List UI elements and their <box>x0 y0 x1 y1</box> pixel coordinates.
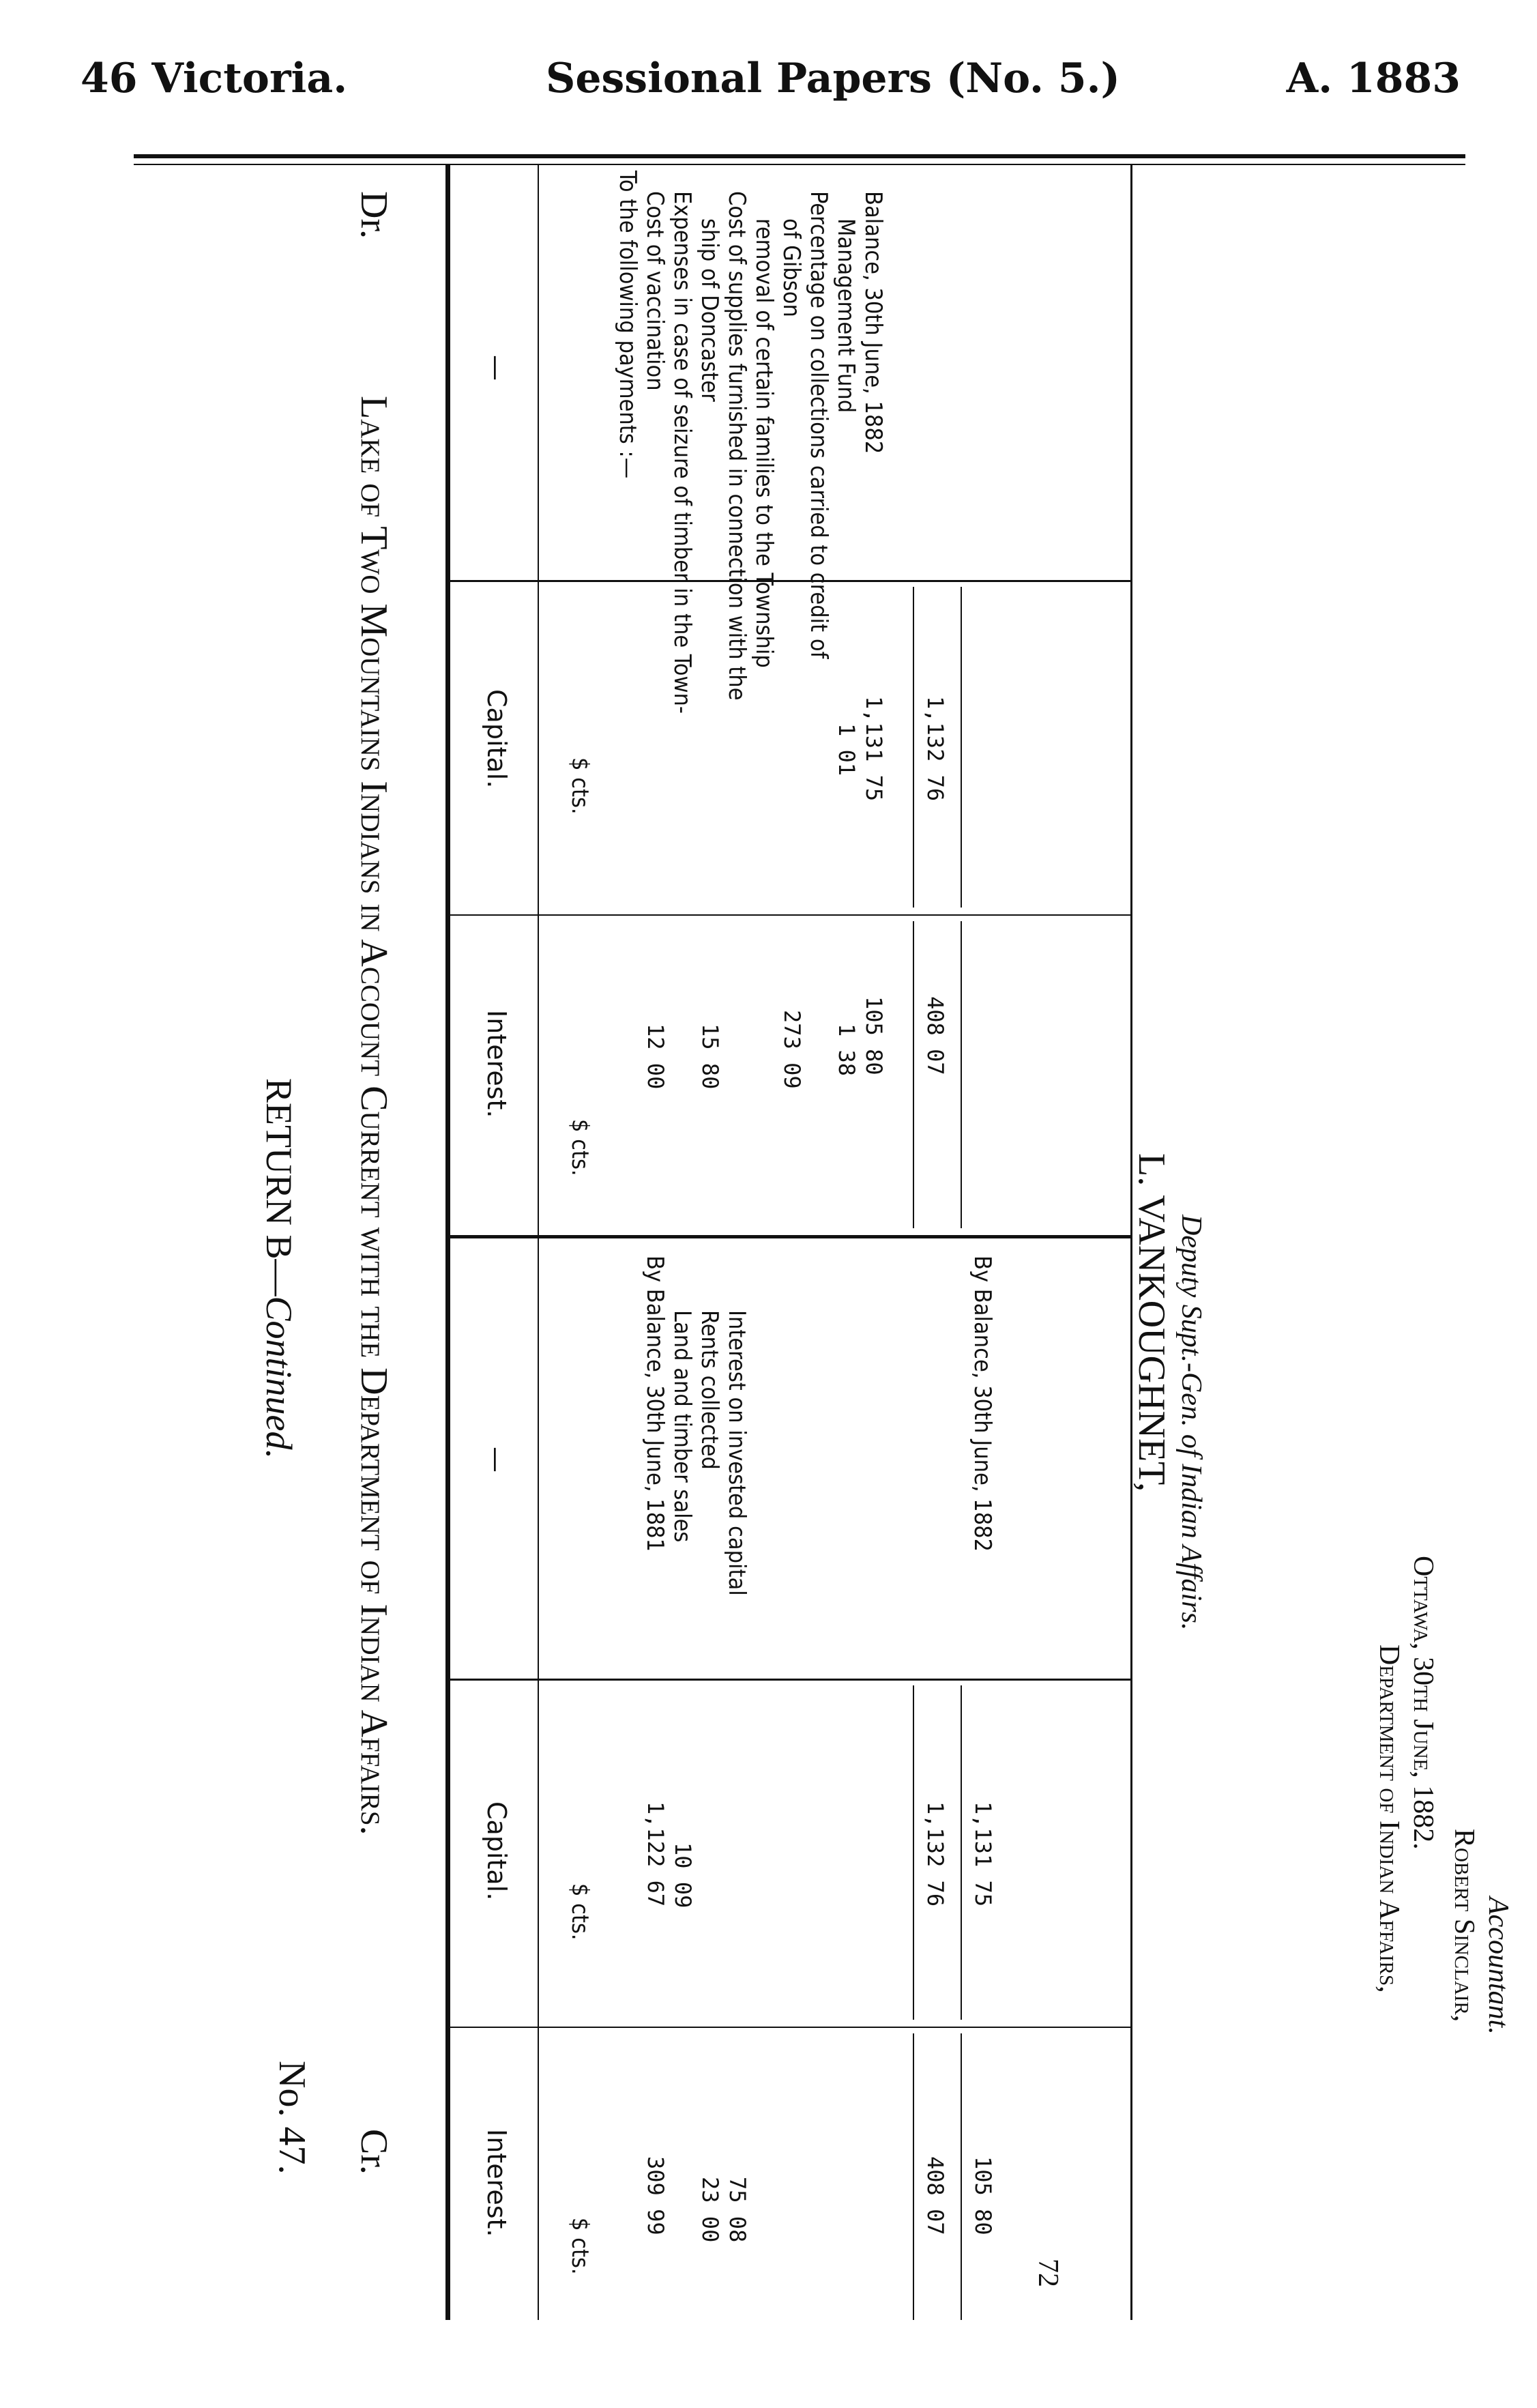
credit-row-1-interest: 309 99 <box>643 2156 669 2235</box>
col-dr-capital-left <box>450 580 1132 582</box>
col-cr-interest-left <box>450 2027 1132 2028</box>
debit-row-2-label: Expenses in case of seizure of timber in the Town- <box>669 191 696 714</box>
debit-intro: To the following payments :— <box>614 171 641 479</box>
credit-balance-label: By Balance, 30th June, 1882 <box>969 1256 996 1552</box>
header-session: 46 Victoria. <box>80 55 348 102</box>
dr-interest-header: Interest. <box>482 1010 512 1118</box>
debit-row-3-interest: 15 80 <box>697 1024 723 1090</box>
footer-accountant-title: Accountant. <box>1482 1897 1514 2035</box>
credit-row-4-label: Interest on invested capital <box>723 1310 750 1596</box>
debit-row-9-capital: 1,131 75 <box>861 696 887 802</box>
debit-total-capital: 1,132 76 <box>922 696 948 802</box>
return-title-main: RETURN B— <box>259 1078 299 1296</box>
credit-row-2-label: Land and timber sales <box>669 1310 696 1543</box>
dr-blank-header: — <box>482 355 512 381</box>
table-top-rule <box>445 164 450 2320</box>
number-label: No. 47. <box>271 2061 313 2175</box>
debit-row-9-interest: 105 80 <box>861 996 887 1075</box>
credit-total-interest: 408 07 <box>922 2156 948 2235</box>
debit-row-5-label: removal of certain families to the Township <box>750 218 778 668</box>
credit-balance-interest: 105 80 <box>970 2156 996 2235</box>
debit-row-3-label: ship of Doncaster <box>696 218 723 402</box>
credit-row-1-label: By Balance, 30th June, 1881 <box>641 1256 669 1552</box>
header-rule-thick <box>134 154 1465 158</box>
credit-interest-sum-rule <box>913 2033 914 2320</box>
credit-row-1-capital: 1,122 67 <box>643 1801 669 1907</box>
cr-blank-header: — <box>482 1447 512 1473</box>
return-title <box>258 1078 300 1459</box>
header-year: A. 1883 <box>1286 55 1461 102</box>
dr-interest-unit: $ cts. <box>566 1119 594 1176</box>
debit-row-8-capital: 1 01 <box>834 723 860 777</box>
debit-row-8-label: Management Fund <box>832 218 860 414</box>
col-dr-interest-left <box>450 914 1132 916</box>
debit-capital-total-rule <box>961 587 962 908</box>
debit-row-6-label: of Gibson <box>778 218 805 317</box>
credit-row-4-interest: 75 08 <box>724 2177 750 2243</box>
table-header-rule <box>538 164 539 2320</box>
debit-row-1-label: Cost of vaccination <box>641 191 669 391</box>
signature-name: L. VANKOUGHNET, <box>1130 1153 1173 1492</box>
dr-capital-unit: $ cts. <box>566 757 594 815</box>
debit-row-1-interest: 12 00 <box>643 1024 669 1090</box>
credit-row-3-label: Rents collected <box>696 1310 723 1470</box>
footer-department: Department of Indian Affairs, <box>1373 1644 1405 1993</box>
credit-row-2-capital: 10 09 <box>670 1842 696 1909</box>
signature-title: Deputy Supt.-Gen. of Indian Affairs. <box>1175 1215 1207 1631</box>
debit-capital-sum-rule <box>913 587 914 908</box>
cr-capital-header: Capital. <box>482 1801 512 1901</box>
footer-place-date: Ottawa, 30th June, 1882. <box>1407 1556 1439 1850</box>
return-title-continued: Continued. <box>259 1296 299 1460</box>
credit-interest-total-rule <box>961 2033 962 2320</box>
credit-capital-sum-rule <box>913 1685 914 2020</box>
debit-total-interest: 408 07 <box>922 996 948 1075</box>
debit-row-8-interest: 1 38 <box>834 1024 860 1077</box>
page-number: 72 <box>1032 2259 1064 2287</box>
debit-interest-total-rule <box>961 921 962 1228</box>
dr-cr-divider <box>447 1235 1132 1238</box>
debit-row-7-label: Percentage on collections carried to credit of <box>805 191 832 659</box>
credit-row-3-interest: 23 00 <box>697 2177 723 2243</box>
header-papers: Sessional Papers (No. 5.) <box>546 55 1120 102</box>
debit-row-6-interest: 273 09 <box>779 1010 805 1089</box>
credit-capital-total-rule <box>961 1685 962 2020</box>
subtitle: Lake of Two Mountains Indians in Account Current with the Department of Indian Affairs. <box>353 396 395 1836</box>
credit-total-capital: 1,132 76 <box>922 1801 948 1907</box>
debit-row-4-label: Cost of supplies furnished in connection with the <box>723 191 750 701</box>
debit-row-9-label: Balance, 30th June, 1882 <box>860 191 887 454</box>
cr-label: Cr. <box>353 2129 395 2175</box>
dr-label: Dr. <box>353 191 395 239</box>
rotated-account-page <box>232 164 1514 2334</box>
col-cr-capital-left <box>450 1679 1132 1681</box>
footer-accountant-name: Robert Sinclair, <box>1448 1829 1480 2022</box>
cr-capital-unit: $ cts. <box>566 1883 594 1941</box>
dr-capital-header: Capital. <box>482 689 512 789</box>
cr-interest-header: Interest. <box>482 2129 512 2237</box>
cr-interest-unit: $ cts. <box>566 2218 594 2275</box>
credit-balance-capital: 1,131 75 <box>970 1801 996 1907</box>
debit-interest-sum-rule <box>913 921 914 1228</box>
